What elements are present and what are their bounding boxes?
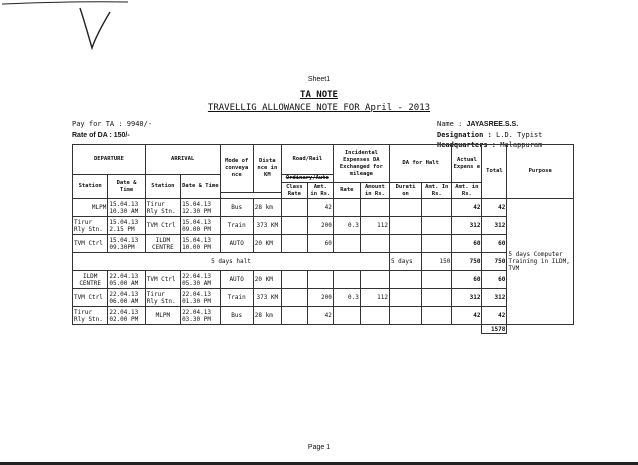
dep-datetime: 15.04.13 10.30 AM: [108, 199, 145, 217]
dep-datetime: 22.04.13 05.00 AM: [108, 271, 145, 289]
actual-expense: 42: [452, 307, 482, 325]
halt-amt: [422, 307, 452, 325]
class-rate: [281, 235, 307, 253]
halt-amount: 150: [422, 253, 452, 271]
amt: 200: [307, 289, 333, 307]
mode: AUTO: [220, 235, 253, 253]
header-halt-amt: Amt. In Rs.: [422, 183, 452, 199]
arr-datetime: 22.04.13 03.30 PM: [181, 307, 220, 325]
distance: 20 KM: [253, 235, 281, 253]
halt-actual: 750: [452, 253, 482, 271]
distance: 373 KM: [253, 289, 281, 307]
halt-amt: [422, 217, 452, 235]
halt-duration: 5 days: [389, 253, 421, 271]
distance: 28 km: [253, 199, 281, 217]
amount: [360, 271, 389, 289]
amt: 200: [307, 217, 333, 235]
duration: [389, 217, 421, 235]
rate: 0.3: [333, 217, 360, 235]
class-rate: [281, 289, 307, 307]
header-amount: Amount in Rs.: [360, 183, 389, 199]
header-amt: Amt. in Rs.: [307, 183, 333, 199]
arr-station: Tirur Rly Stn.: [145, 199, 180, 217]
actual-expense: 312: [452, 217, 482, 235]
da-label: Rate of DA : 150/-: [72, 132, 130, 139]
dep-datetime: 15.04.13 09.30PM: [108, 235, 145, 253]
row-total: 312: [482, 217, 507, 235]
header-class-rate: Class Rate: [281, 183, 307, 199]
duration: [389, 307, 421, 325]
mode: Bus: [220, 307, 253, 325]
arr-datetime: 15.04.13 12.30 PM: [181, 199, 220, 217]
duration: [389, 271, 421, 289]
sheet-label: Sheet1: [307, 76, 331, 83]
dep-station: TVM Ctrl: [73, 235, 108, 253]
da-info: [72, 131, 130, 139]
arr-station: TVM Ctrl: [145, 217, 180, 235]
actual-expense: 60: [452, 235, 482, 253]
grand-total: 1578: [482, 325, 507, 334]
amount: 112: [360, 289, 389, 307]
row-total: 60: [482, 271, 507, 289]
class-rate: [281, 199, 307, 217]
table-row: [73, 235, 574, 253]
class-rate: [281, 271, 307, 289]
actual-expense: 42: [452, 199, 482, 217]
dep-datetime: 22.04.13 06.00 AM: [108, 289, 145, 307]
mode: Train: [220, 289, 253, 307]
duration: [389, 235, 421, 253]
dep-station: Tirur Rly Stn.: [73, 307, 108, 325]
dep-datetime: 15.04.13 2.15 PM: [108, 217, 145, 235]
dep-datetime: 22.04.13 02.00 PM: [108, 307, 145, 325]
designation-info: [437, 131, 542, 139]
dep-station: TVM Ctrl: [73, 289, 108, 307]
arr-datetime: 22.04.13 01.30 PM: [181, 289, 220, 307]
arr-datetime: 15.04.13 10.00 PM: [181, 235, 220, 253]
amount: [360, 235, 389, 253]
halt-amt: [422, 271, 452, 289]
header-actual-amt: Amt. in Rs.: [452, 183, 482, 199]
header-purpose: Purpose: [507, 145, 574, 199]
row-total: 42: [482, 199, 507, 217]
arr-station: Tirur Rly Stn.: [145, 289, 180, 307]
halt-amt: [422, 199, 452, 217]
actual-expense: 60: [452, 271, 482, 289]
designation-value: L.D. Typist: [496, 131, 543, 139]
rate: [333, 271, 360, 289]
header-rate: Rate: [333, 183, 360, 199]
rate: 0.3: [333, 289, 360, 307]
mode: AUTO: [220, 271, 253, 289]
table-row: [73, 307, 574, 325]
distance: 373 KM: [253, 217, 281, 235]
halt-row: [73, 253, 574, 271]
header-distance: Dista nce in KM: [253, 145, 281, 193]
mode: Bus: [220, 199, 253, 217]
header-da-halt: DA for Halt: [389, 145, 451, 183]
table-row: [73, 199, 574, 217]
mode: Train: [220, 217, 253, 235]
rate: [333, 307, 360, 325]
pay-label: Pay for TA : 9940/-: [72, 120, 153, 128]
header-arr-datetime: Date & Time: [181, 175, 220, 199]
table-row: [73, 217, 574, 235]
actual-expense: 312: [452, 289, 482, 307]
page-title: TA NOTE: [300, 90, 338, 100]
handwritten-mark: [0, 0, 130, 60]
purpose: 5 days Computer Training in ILDM, TVM: [507, 199, 574, 325]
amt: 42: [307, 199, 333, 217]
row-total: 60: [482, 235, 507, 253]
header-incidental: Incidental Expenses DA Exchanged for mileage: [333, 145, 389, 183]
dep-station: MLPM: [73, 199, 108, 217]
arr-station: TVM Ctrl: [145, 271, 180, 289]
page-footer: Page 1: [307, 444, 331, 451]
table-row: [73, 271, 574, 289]
dep-station: Tirur Rly Stn.: [73, 217, 108, 235]
page-subtitle: TRAVELLIG ALLOWANCE NOTE FOR April - 2013: [207, 103, 431, 113]
amount: [360, 307, 389, 325]
arr-station: MLPM: [145, 307, 180, 325]
hq-label: Headquarters :: [437, 141, 501, 149]
amount: 112: [360, 217, 389, 235]
row-total: 42: [482, 307, 507, 325]
distance: 20 KM: [253, 271, 281, 289]
class-rate: [281, 217, 307, 235]
grand-total-row: [73, 325, 574, 334]
header-arr-station: Station: [145, 175, 180, 199]
designation-label: Designation :: [437, 131, 497, 139]
header-mode: Mode of conveya nce: [220, 145, 253, 193]
halt-amt: [422, 289, 452, 307]
amt: 60: [307, 235, 333, 253]
arr-station: ILDM CENTRE: [145, 235, 180, 253]
duration: [389, 289, 421, 307]
halt-total: 750: [482, 253, 507, 271]
header-road-rail-sub: Ordinary/Auto: [281, 175, 333, 183]
hq-value: Malappuram: [500, 141, 543, 149]
header-arrival: ARRIVAL: [145, 145, 220, 175]
rate: [333, 235, 360, 253]
header-total: Total: [482, 145, 507, 199]
name-value: JAYASREE.S.S.: [466, 121, 519, 128]
name-info: [437, 120, 518, 128]
arr-datetime: 15.04.13 09.00 PM: [181, 217, 220, 235]
duration: [389, 199, 421, 217]
header-road-rail: Road/Rail: [281, 145, 333, 175]
halt-label: 5 days halt: [73, 253, 390, 271]
amt: [307, 271, 333, 289]
header-dep-datetime: Date & Time: [108, 175, 145, 199]
arr-datetime: 22.04.13 05.30 AM: [181, 271, 220, 289]
pay-info: [72, 120, 152, 128]
header-departure: DEPARTURE: [73, 145, 146, 175]
header-dep-station: Station: [73, 175, 108, 199]
amt: 42: [307, 307, 333, 325]
dep-station: ILDM CENTRE: [73, 271, 108, 289]
table-row: [73, 289, 574, 307]
distance: 28 km: [253, 307, 281, 325]
name-label: Name :: [437, 120, 467, 128]
rate: [333, 199, 360, 217]
class-rate: [281, 307, 307, 325]
ta-table: [72, 144, 574, 334]
amount: [360, 199, 389, 217]
halt-amt: [422, 235, 452, 253]
header-actual: Actual Expens e: [452, 145, 482, 183]
row-total: 312: [482, 289, 507, 307]
header-duration: Durati on: [389, 183, 421, 199]
